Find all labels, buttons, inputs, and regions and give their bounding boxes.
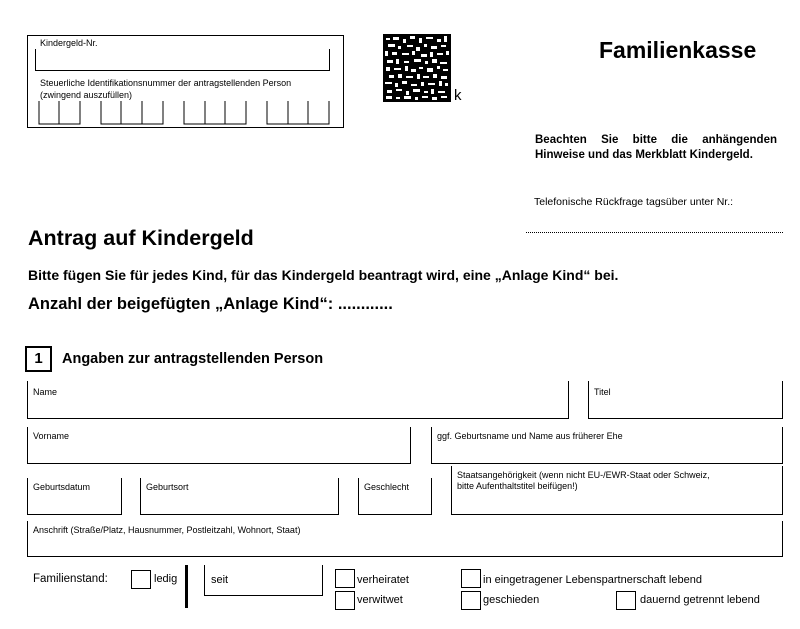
getrennt-label: dauernd getrennt lebend	[640, 594, 760, 606]
kindergeld-nr-label: Kindergeld-Nr.	[40, 38, 98, 48]
name-label: Name	[33, 387, 58, 397]
verheiratet-checkbox[interactable]	[335, 569, 355, 588]
lebenspartnerschaft-checkbox[interactable]	[461, 569, 481, 588]
staatsangehoerigkeit-label: Staatsangehörigkeit (wenn nicht EU-/EWR-Staat oder Schweiz,	[457, 470, 710, 480]
notice-line-1: Beachten Sie bitte die anhängenden	[535, 134, 777, 146]
steuer-id-label-note: (zwingend auszufüllen)	[40, 90, 133, 100]
barcode-image	[383, 34, 451, 102]
notice-text	[535, 133, 777, 163]
getrennt-checkbox[interactable]	[616, 591, 636, 610]
instruction-text: Bitte fügen Sie für jedes Kind, für das Kindergeld beantragt wird, eine „Anlage Kind“ bei.	[28, 267, 619, 283]
anschrift-label: Anschrift (Straße/Platz, Hausnummer, Postleitzahl, Wohnort, Staat)	[33, 525, 301, 535]
barcode-suffix: k	[454, 87, 462, 104]
vorname-field[interactable]	[27, 427, 411, 464]
name-field[interactable]	[27, 381, 569, 419]
notice-line-2: Hinweise und das Merkblatt Kindergeld.	[535, 149, 753, 161]
seit-label: seit	[211, 574, 229, 586]
staatsangehoerigkeit-note: bitte Aufenthaltstitel beifügen!)	[457, 481, 578, 491]
section-number: 1	[25, 346, 52, 372]
agency-title: Familienkasse	[599, 37, 757, 63]
familienstand-label: Familienstand:	[33, 573, 108, 585]
geburtsdatum-label: Geburtsdatum	[33, 482, 91, 492]
geschieden-checkbox[interactable]	[461, 591, 481, 610]
geburtsort-label: Geburtsort	[146, 482, 189, 492]
steuer-id-input[interactable]	[35, 100, 335, 126]
anlage-count-field[interactable]: Anzahl der beigefügten „Anlage Kind“: ............	[28, 295, 393, 313]
ledig-checkbox[interactable]	[131, 570, 151, 589]
steuer-id-label: Steuerliche Identifikationsnummer der antragstellenden Person	[40, 78, 292, 88]
kindergeld-nr-input[interactable]	[35, 49, 330, 71]
ledig-label: ledig	[154, 573, 178, 585]
vorname-label: Vorname	[33, 431, 70, 441]
section-title: Angaben zur antragstellenden Person	[62, 351, 324, 367]
familienstand-divider	[185, 565, 188, 608]
lebenspartnerschaft-label: in eingetragener Lebenspartnerschaft lebend	[483, 574, 702, 586]
geburtsname-label: ggf. Geburtsname und Name aus früherer Ehe	[437, 431, 623, 441]
verwitwet-checkbox[interactable]	[335, 591, 355, 610]
page-title: Antrag auf Kindergeld	[28, 226, 254, 250]
titel-field[interactable]	[588, 381, 783, 419]
verheiratet-label: verheiratet	[357, 574, 409, 586]
titel-label: Titel	[594, 387, 611, 397]
geschlecht-label: Geschlecht	[364, 482, 410, 492]
geschieden-label: geschieden	[483, 594, 540, 606]
phone-label: Telefonische Rückfrage tagsüber unter Nr.:	[534, 196, 734, 208]
verwitwet-label: verwitwet	[357, 594, 403, 606]
phone-number-input[interactable]	[526, 226, 783, 233]
